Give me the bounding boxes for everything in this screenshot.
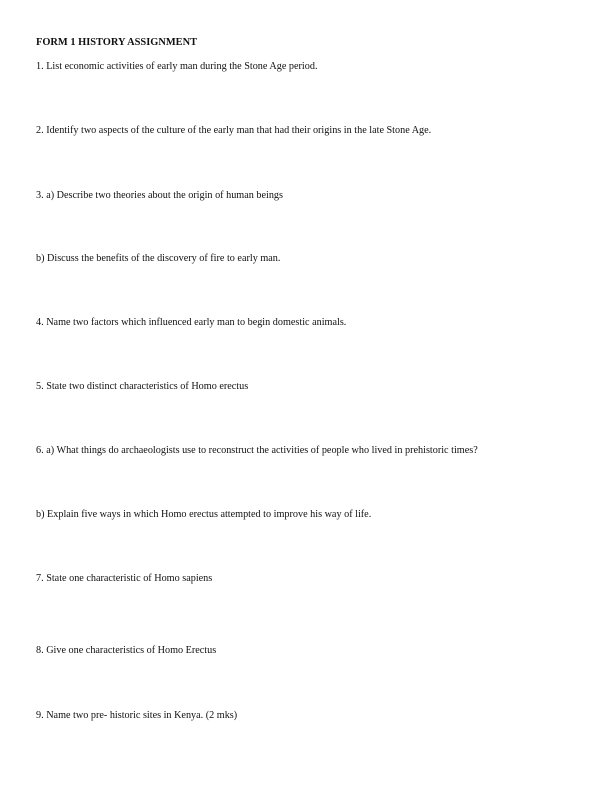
question-4: 4. Name two factors which influenced early man to begin domestic animals. [36,317,347,328]
question-5: 5. State two distinct characteristics of Homo erectus [36,381,249,392]
question-2: 2. Identify two aspects of the culture of the early man that had their origins in the late Stone Age. [36,125,432,136]
question-8: 8. Give one characteristics of Homo Erectus [36,645,217,656]
question-3a: 3. a) Describe two theories about the origin of human beings [36,190,283,201]
question-6a: 6. a) What things do archaeologists use to reconstruct the activities of people who lived in prehistoric times? [36,445,478,456]
question-1: 1. List economic activities of early man during the Stone Age period. [36,61,318,72]
question-6b: b) Explain five ways in which Homo erectus attempted to improve his way of life. [36,509,372,520]
question-7: 7. State one characteristic of Homo sapiens [36,573,213,584]
question-9: 9. Name two pre- historic sites in Kenya. (2 mks) [36,710,238,721]
page-title: FORM 1 HISTORY ASSIGNMENT [36,37,198,48]
question-3b: b) Discuss the benefits of the discovery of fire to early man. [36,253,281,264]
